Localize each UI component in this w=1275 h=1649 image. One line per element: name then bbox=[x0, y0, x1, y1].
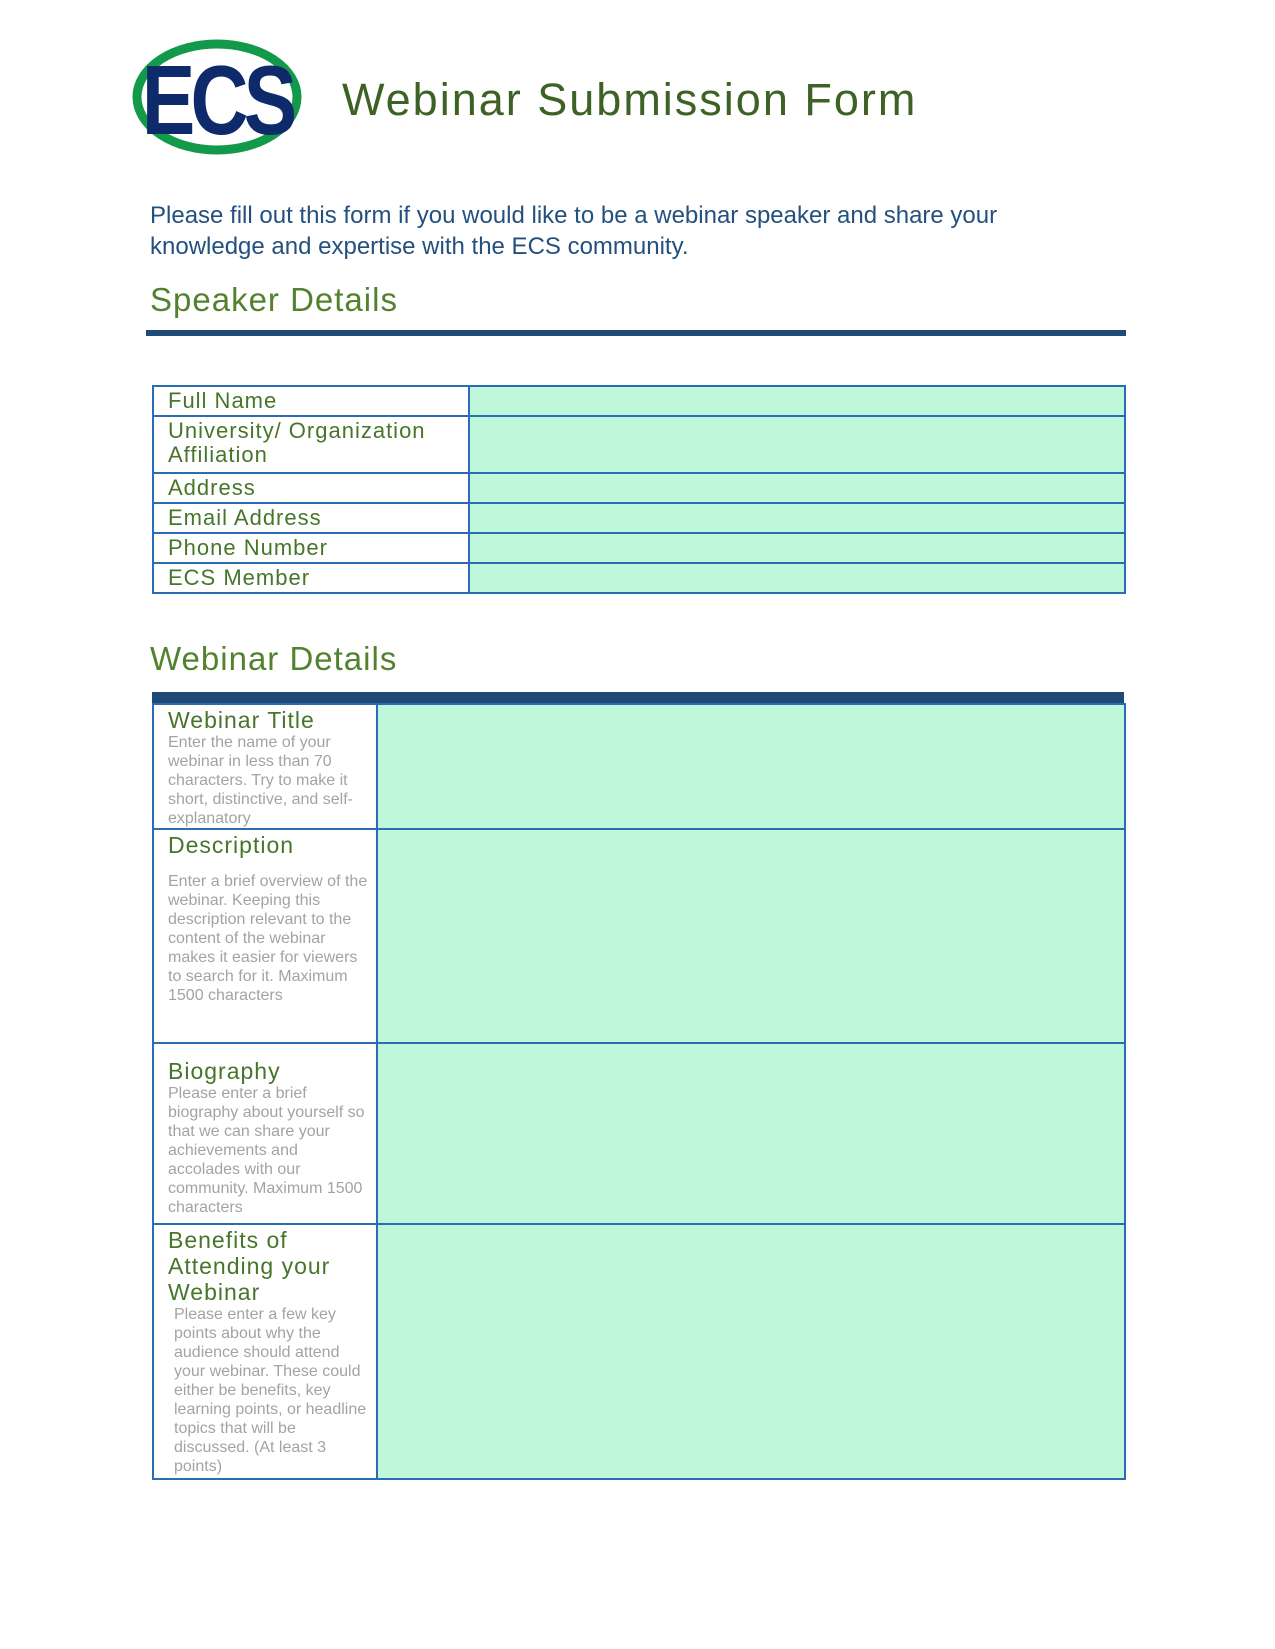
webinar-title-hint: Enter the name of your webinar in less than 70 characters. Try to make it short, distinctive, and self-explanatory bbox=[168, 734, 353, 827]
page-title: Webinar Submission Form bbox=[342, 74, 918, 125]
ecs-member-field[interactable] bbox=[469, 563, 1125, 593]
webinar-row-description bbox=[153, 829, 1125, 1043]
webinar-row-benefits bbox=[153, 1224, 1125, 1479]
full-name-field[interactable] bbox=[469, 386, 1125, 416]
ecs-member-label: ECS Member bbox=[153, 563, 469, 593]
webinar-details-table bbox=[152, 703, 1126, 1480]
svg-text:ECS: ECS bbox=[141, 45, 293, 155]
full-name-label: Full Name bbox=[153, 386, 469, 416]
webinar-table-header-bar bbox=[152, 692, 1124, 703]
benefits-hint: Please enter a few key points about why the audience should attend your webinar. These could either be benefits, key learning points, or headline topics that will be discussed. (At least 3 points) bbox=[174, 1306, 367, 1475]
speaker-row-affiliation bbox=[153, 416, 1125, 473]
biography-hint: Please enter a brief biography about yourself so that we can share your achievements and accolades with our community. Maximum 1500 characters bbox=[168, 1085, 365, 1216]
description-label: Description bbox=[168, 832, 295, 858]
affiliation-label: University/ Organization Affiliation bbox=[153, 416, 469, 473]
webinar-title-label: Webinar Title bbox=[168, 707, 315, 733]
benefits-field[interactable] bbox=[377, 1224, 1125, 1479]
speaker-row-phone bbox=[153, 533, 1125, 563]
description-field[interactable] bbox=[377, 829, 1125, 1043]
address-label: Address bbox=[153, 473, 469, 503]
speaker-details-table bbox=[152, 385, 1126, 594]
speaker-row-ecs-member bbox=[153, 563, 1125, 593]
speaker-row-address bbox=[153, 473, 1125, 503]
intro-text: Please fill out this form if you would like to be a webinar speaker and share your knowledge and expertise with the ECS community. bbox=[150, 202, 998, 260]
biography-field[interactable] bbox=[377, 1043, 1125, 1224]
webinar-title-field[interactable] bbox=[377, 704, 1125, 829]
address-field[interactable] bbox=[469, 473, 1125, 503]
webinar-row-title bbox=[153, 704, 1125, 829]
speaker-row-full-name bbox=[153, 386, 1125, 416]
webinar-row-biography bbox=[153, 1043, 1125, 1224]
section-divider bbox=[146, 330, 1126, 336]
phone-field[interactable] bbox=[469, 533, 1125, 563]
ecs-logo bbox=[132, 38, 302, 156]
phone-label: Phone Number bbox=[153, 533, 469, 563]
affiliation-field[interactable] bbox=[469, 416, 1125, 473]
description-hint: Enter a brief overview of the webinar. Keeping this description relevant to the content of the webinar makes it easier for viewers to search for it. Maximum 1500 characters bbox=[168, 873, 368, 1004]
speaker-row-email bbox=[153, 503, 1125, 533]
biography-label: Biography bbox=[168, 1058, 281, 1084]
speaker-details-heading: Speaker Details bbox=[150, 281, 398, 318]
email-field[interactable] bbox=[469, 503, 1125, 533]
email-label: Email Address bbox=[153, 503, 469, 533]
webinar-details-heading: Webinar Details bbox=[150, 640, 398, 677]
benefits-label: Benefits of Attending your Webinar bbox=[168, 1227, 331, 1305]
